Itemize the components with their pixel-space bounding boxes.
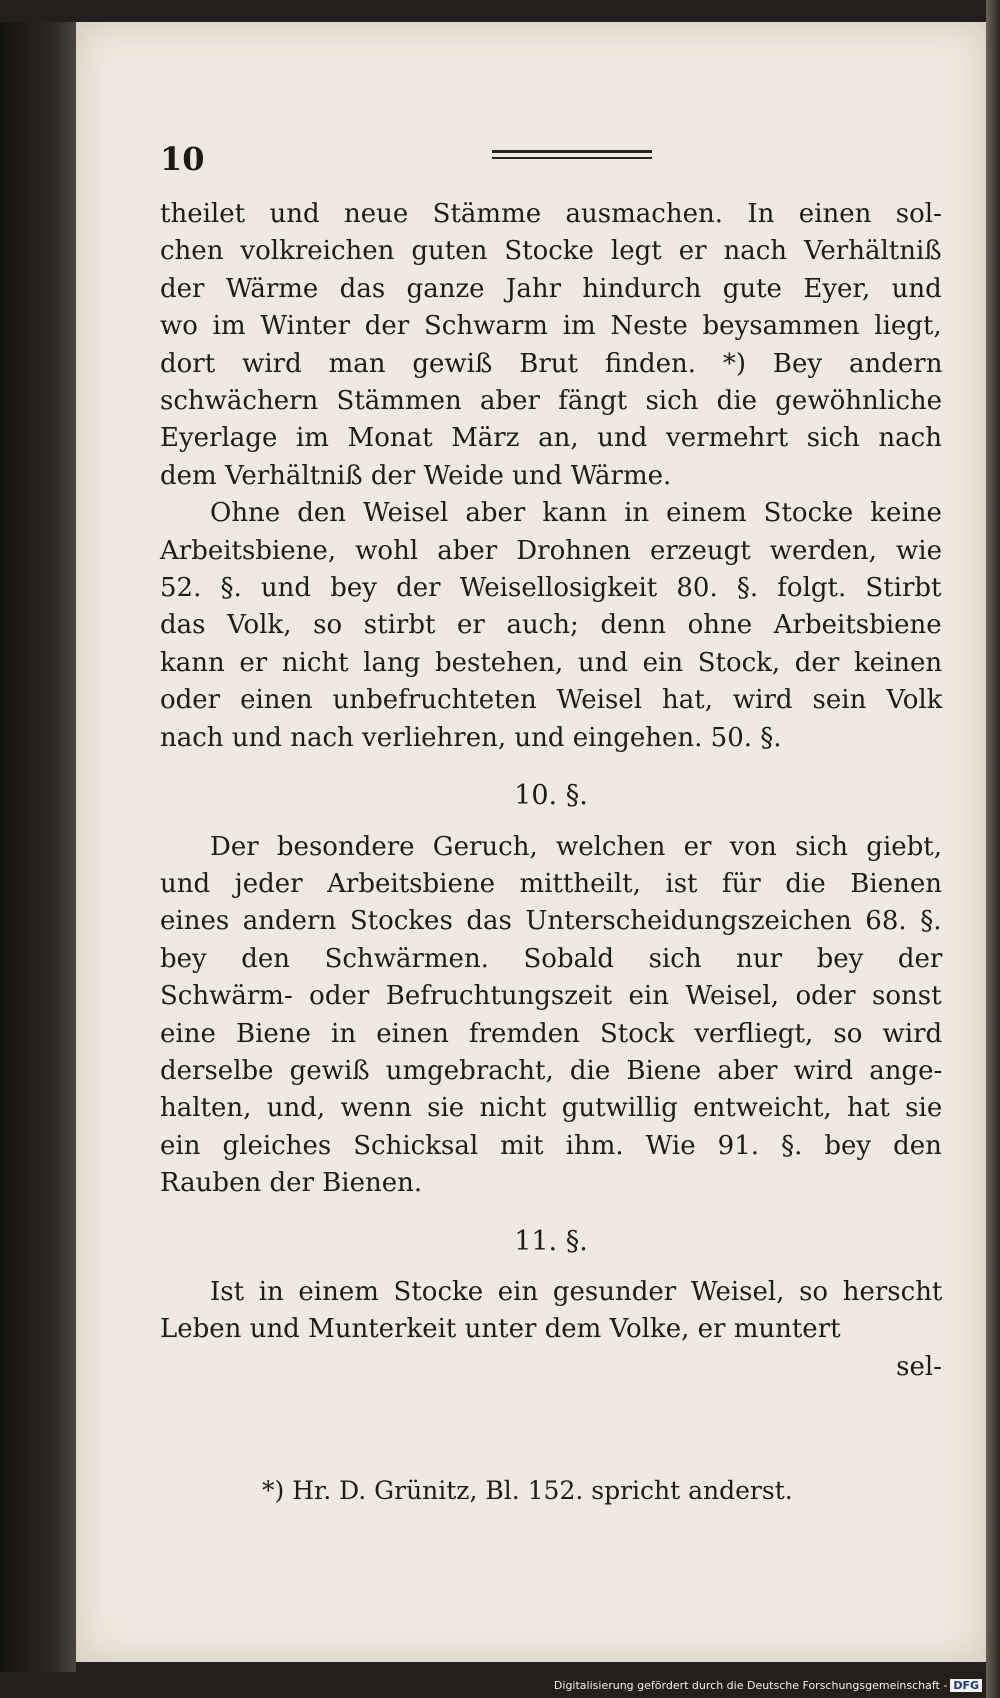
header-rule <box>492 150 652 163</box>
text-line: Eyerlage im Monat März an, und vermehrt sich nach <box>160 423 942 454</box>
text-line: schwächern Stämmen aber fängt sich die gewöhnliche <box>160 386 943 417</box>
section-heading-11: 11. §. <box>514 1225 588 1257</box>
page-edge <box>986 0 1000 1698</box>
text-line: chen volkreichen guten Stocke legt er nach Verhältniß <box>160 236 942 267</box>
text-line: eine Biene in einen fremden Stock verfliegt, so wird <box>160 1018 943 1049</box>
paragraph-3 <box>160 829 942 1203</box>
digitization-credit <box>554 1679 982 1692</box>
text-line: Arbeitsbiene, wohl aber Drohnen erzeugt werden, wie <box>160 535 942 566</box>
text-line: Ist in einem Stocke ein gesunder Weisel, so herscht <box>210 1276 943 1307</box>
text-line: wo im Winter der Schwarm im Neste beysammen liegt, <box>160 311 942 342</box>
text-line: Schwärm- oder Befruchtungszeit ein Weisel, oder sonst <box>160 981 942 1012</box>
book-gutter <box>0 22 76 1672</box>
dfg-logo: DFG <box>950 1679 982 1692</box>
text-line: nach und nach verliehren, und eingehen. 50. §. <box>160 722 782 753</box>
paragraph-1 <box>160 196 942 495</box>
body-text <box>160 196 942 1386</box>
text-line: Ohne den Weisel aber kann in einem Stocke keine <box>210 498 942 529</box>
page-header <box>160 140 660 180</box>
text-line: das Volk, so stirbt er auch; denn ohne Arbeitsbiene <box>160 610 942 641</box>
text-line: derselbe gewiß umgebracht, die Biene aber wird ange- <box>160 1055 943 1086</box>
text-line: ein gleiches Schicksal mit ihm. Wie 91. §. bey den <box>160 1130 942 1161</box>
text-line: dort wird man gewiß Brut finden. *) Bey andern <box>160 348 943 379</box>
text-line: Leben und Munterkeit unter dem Volke, er muntert <box>160 1314 841 1345</box>
text-line: halten, und, wenn sie nicht gutwillig entweicht, hat sie <box>160 1093 943 1124</box>
text-line: Rauben der Bienen. <box>160 1168 423 1199</box>
section-heading-10: 10. §. <box>514 780 588 812</box>
catchword: sel- <box>896 1351 942 1382</box>
credit-text: Digitalisierung gefördert durch die Deutsche Forschungsgemeinschaft - <box>553 1679 948 1692</box>
text-line: eines andern Stockes das Unterscheidungszeichen 68. §. <box>160 906 942 937</box>
text-line: kann er nicht lang bestehen, und ein Stock, der keinen <box>160 647 943 678</box>
paragraph-4 <box>160 1274 942 1349</box>
paragraph-2 <box>160 495 942 757</box>
footnote: *) Hr. D. Grünitz, Bl. 152. spricht anderst. <box>262 1476 793 1505</box>
page-number: 10 <box>160 140 205 178</box>
text-line: Der besondere Geruch, welchen er von sich giebt, <box>210 831 942 862</box>
text-line: der Wärme das ganze Jahr hindurch gute Eyer, und <box>160 273 942 304</box>
text-line: dem Verhältniß der Weide und Wärme. <box>160 460 672 491</box>
text-line: und jeder Arbeitsbiene mittheilt, ist für die Bienen <box>160 868 942 899</box>
text-line: oder einen unbefruchteten Weisel hat, wird sein Volk <box>160 685 943 716</box>
text-line: bey den Schwärmen. Sobald sich nur bey der <box>160 943 943 974</box>
text-line: theilet und neue Stämme ausmachen. In einen sol- <box>160 199 942 229</box>
text-line: 52. §. und bey der Weisellosigkeit 80. §. folgt. Stirbt <box>160 573 942 604</box>
